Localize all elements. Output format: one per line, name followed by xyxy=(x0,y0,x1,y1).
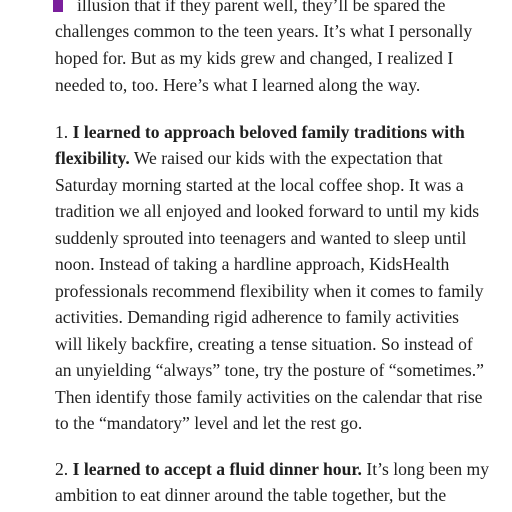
item1-line-6: noon. Instead of taking a hardline approach, KidsHealth xyxy=(55,254,450,274)
item2-line-1 xyxy=(55,459,489,479)
item1-line-3: Saturday morning started at the local coffee shop. It was a xyxy=(55,175,464,195)
intro-line-4: needed to, too. Here’s what I learned along the way. xyxy=(55,75,421,95)
intro-line-3: hoped for. But as my kids grew and changed, I realized I xyxy=(55,48,454,68)
intro-line-1: illusion that if they parent well, they’ll be spared the xyxy=(77,0,446,15)
item1-heading: I learned to approach beloved family traditions with xyxy=(72,122,465,142)
item1-line-4: tradition we all enjoyed and looked forward to until my kids xyxy=(55,201,480,221)
item1-line-2-text: We raised our kids with the expectation that xyxy=(129,148,443,168)
item1-line-9: will likely backfire, creating a tense situation. So instead of xyxy=(55,334,473,354)
item1-number: 1. xyxy=(55,122,69,142)
item1-line-11: Then identify those family activities on the calendar that rise xyxy=(55,387,483,407)
item1-line-2 xyxy=(55,148,443,168)
item1-line-7: professionals recommend flexibility when it comes to family xyxy=(55,281,484,301)
intro-line-2: challenges common to the teen years. It’s what I personally xyxy=(55,21,473,41)
accent-bar xyxy=(53,0,63,12)
item1-line-8: activities. Demanding rigid adherence to family activities xyxy=(55,307,460,327)
item1-heading-line xyxy=(55,122,465,142)
item2-number: 2. xyxy=(55,459,69,479)
item2-line-1-text: It’s long been my xyxy=(361,459,490,479)
item1-line-10: an unyielding “always” tone, try the posture of “sometimes.” xyxy=(55,360,484,380)
item1-line-12: to the “mandatory” level and let the rest go. xyxy=(55,413,363,433)
item1-line-5: suddenly sprouted into teenagers and wanted to sleep until xyxy=(55,228,467,248)
item2-heading: I learned to accept a fluid dinner hour. xyxy=(72,459,362,479)
item1-heading-end: flexibility. xyxy=(55,148,130,168)
item2-line-2: ambition to eat dinner around the table together, but the xyxy=(55,485,447,505)
